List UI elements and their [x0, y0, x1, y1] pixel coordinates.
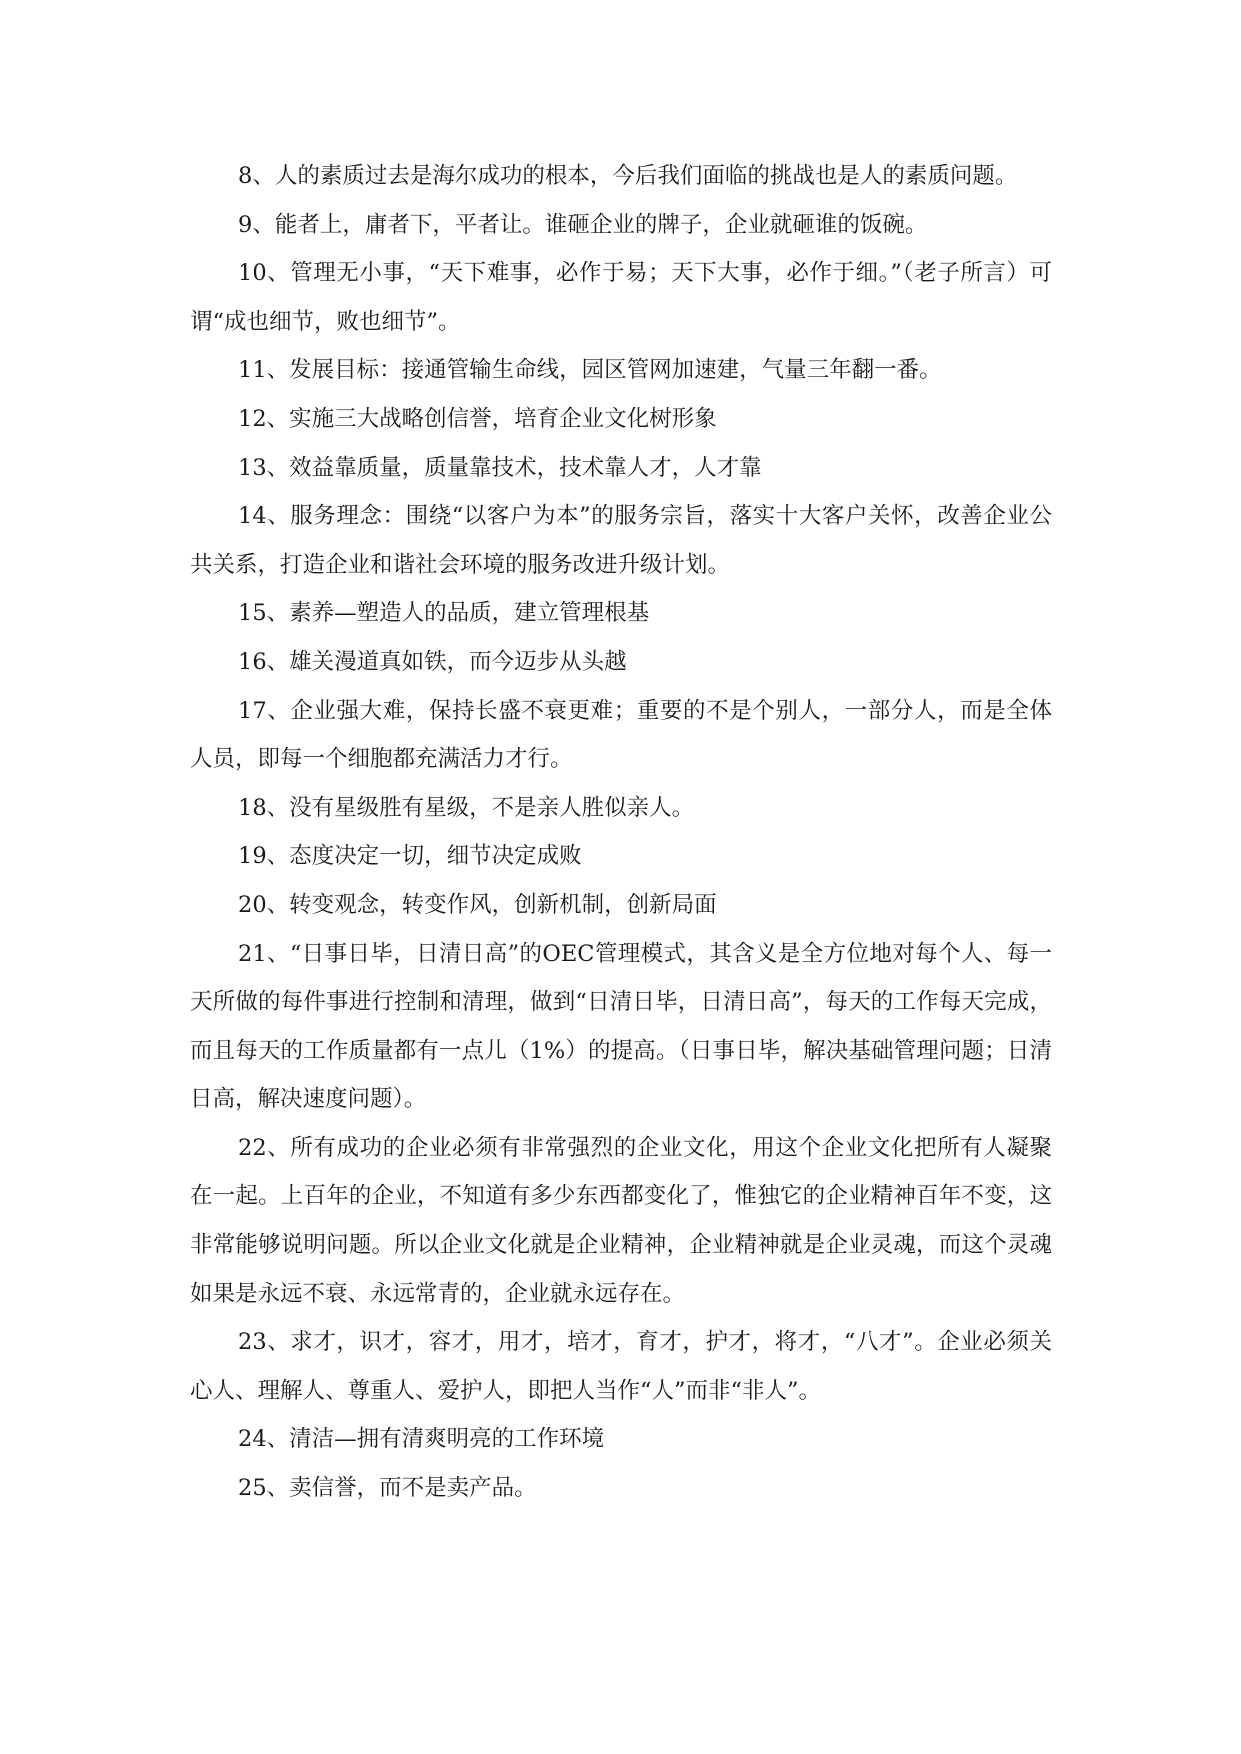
paragraph-20: 20、转变观念，转变作风，创新机制，创新局面 — [238, 891, 717, 918]
paragraph-17: 17、企业强大难，保持长盛不衰更难；重要的不是个别人，一部分人，而是全体人员，即每一个细胞都充满活力才行。 — [190, 697, 1052, 773]
paragraph-19: 19、态度决定一切，细节决定成败 — [238, 843, 582, 870]
paragraph-23: 23、求才，识才，容才，用才，培才，育才，护才，将才，“八才”。企业必须关心人、理解人、尊重人、爱护人，即把人当作“人”而非“非人”。 — [190, 1329, 1052, 1404]
paragraph-11: 11、发展目标：接通管输生命线，园区管网加速建，气量三年翻一番。 — [238, 357, 942, 384]
paragraph-22: 22、所有成功的企业必须有非常强烈的企业文化，用这个企业文化把所有人凝聚在一起。上百年的企业，不知道有多少东西都变化了，惟独它的企业精神百年不变，这非常能够说明问题。所以企业文化就是企业精神，企业精神就是企业灵魂，而这个灵魂如果是永远不衰、永远常青的，企业就永远存在。 — [190, 1134, 1052, 1307]
document-body — [190, 152, 1052, 1513]
paragraph-8: 8、人的素质过去是海尔成功的根本，今后我们面临的挑战也是人的素质问题。 — [238, 163, 1018, 189]
paragraph-18: 18、没有星级胜有星级，不是亲人胜似亲人。 — [238, 794, 695, 821]
paragraph-25: 25、卖信誉，而不是卖产品。 — [238, 1475, 537, 1502]
paragraph-14: 14、服务理念：围绕“以客户为本”的服务宗旨，落实十大客户关怀，改善企业公共关系，打造企业和谐社会环境的服务改进升级计划。 — [190, 503, 1052, 578]
paragraph-21: 21、“日事日毕，日清日高”的OEC管理模式，其含义是全方位地对每个人、每一天所做的每件事进行控制和清理，做到“日清日毕，日清日高”，每天的工作每天完成，而且每天的工作质量都有一点儿（1%）的提高。（日事日毕，解决基础管理问题；日清日高，解决速度问题）。 — [190, 940, 1052, 1113]
paragraph-15: 15、素养—塑造人的品质，建立管理根基 — [238, 600, 650, 627]
paragraph-16: 16、雄关漫道真如铁，而今迈步从头越 — [238, 648, 627, 675]
paragraph-13: 13、效益靠质量，质量靠技术，技术靠人才，人才靠 — [238, 454, 762, 481]
paragraph-10: 10、管理无小事，“天下难事，必作于易；天下大事，必作于细。”（老子所言）可谓“成也细节，败也细节”。 — [190, 260, 1052, 335]
paragraph-9: 9、能者上，庸者下，平者让。谁砸企业的牌子，企业就砸谁的饭碗。 — [238, 211, 928, 238]
paragraph-24: 24、清洁—拥有清爽明亮的工作环境 — [238, 1426, 605, 1453]
paragraph-12: 12、实施三大战略创信誉，培育企业文化树形象 — [238, 405, 717, 432]
